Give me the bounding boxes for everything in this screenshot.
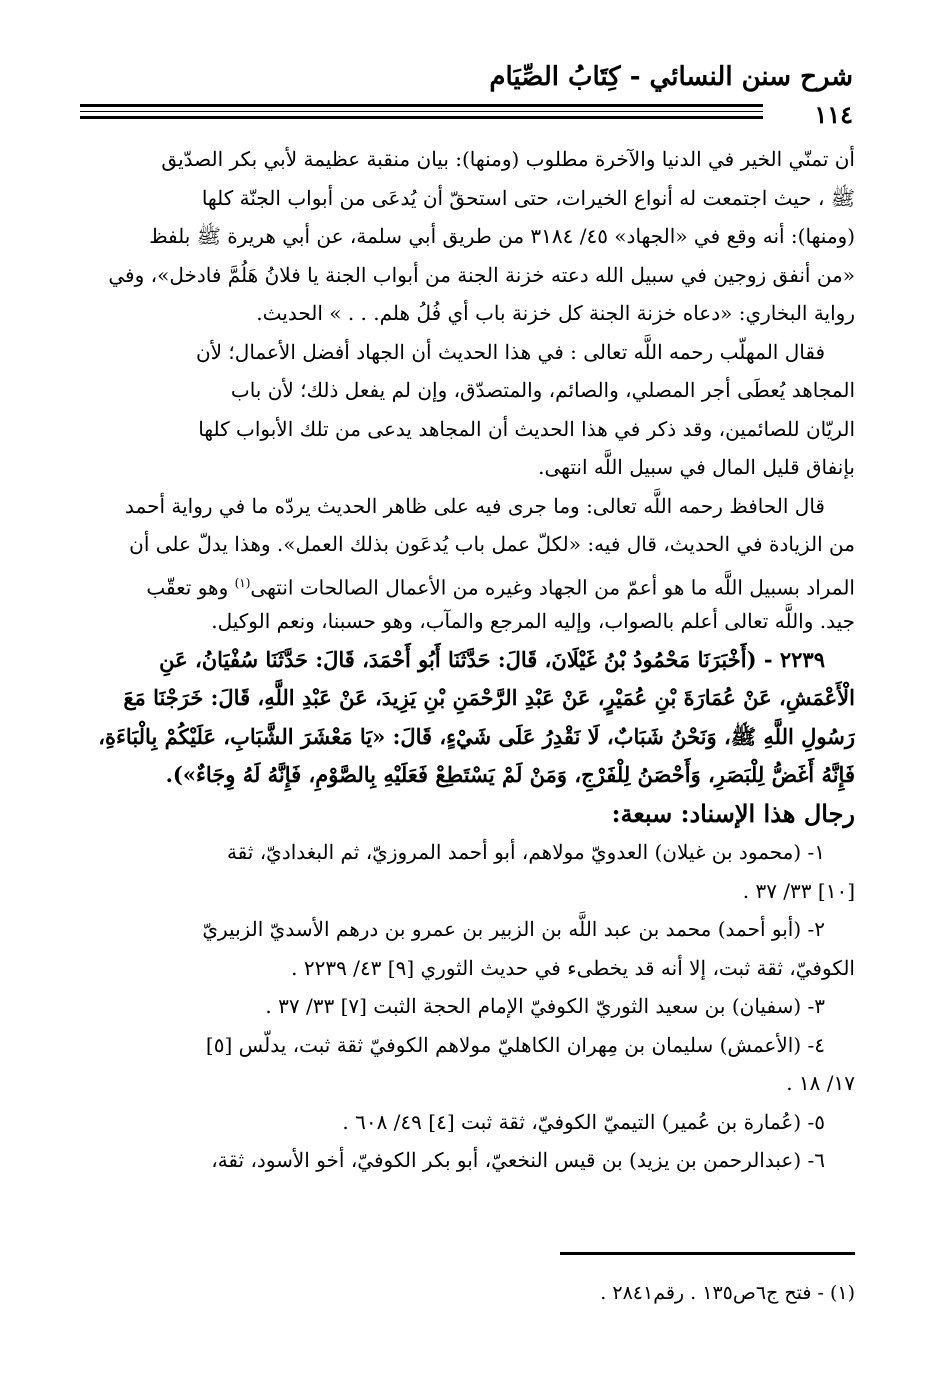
footnote-rule xyxy=(560,1252,855,1255)
text-line: (ومنها): أنه وقع في «الجهاد» ٤٥/ ٣١٨٤ من طريق أبي سلمة، عن أبي هريرة ﷺ بلفظ xyxy=(149,224,855,248)
header-rule xyxy=(80,116,763,119)
hadith-line: فَإِنَّهُ أَغَضُّ لِلْبَصَرِ، وَأَحْصَنُ لِلْفَرْجِ، وَمَنْ لَمْ يَسْتَطِعْ فَعَلَيْهِ بِالصَّوْمِ، فَإِنَّهُ لَهُ وِجَاءٌ»). xyxy=(165,762,855,787)
text-line-with-footnote xyxy=(75,564,855,603)
hadith-line: الْأَعْمَشِ، عَنْ عُمَارَةَ بْنِ عُمَيْرٍ، عَنْ عَبْدِ الرَّحْمَنِ بْنِ يَزِيدَ، عَنْ عَبْدِ اللَّهِ، قَالَ: خَرَجْنَا مَعَ xyxy=(123,685,855,710)
text-line: المجاهد يُعطَى أجر المصلي، والصائم، والمتصدّق، وإن لم يفعل ذلك؛ لأن باب xyxy=(230,378,855,402)
narrator-entry: ٢- (أبو أحمد) محمد بن عبد اللَّه بن الزبير بن عمرو بن درهم الأسديّ الزبيريّ xyxy=(202,917,825,941)
text-line-tail: وهو تعقّب xyxy=(146,575,229,600)
footnote: (١) - فتح ج٦ص١٣٥ . رقم٢٨٤١ . xyxy=(600,1282,855,1304)
header-rule xyxy=(80,104,763,107)
footnote-marker: (١) xyxy=(234,575,251,590)
text-line: «من أنفق زوجين في سبيل الله دعته خزنة الجنة من أبواب الجنة يا فلانُ هَلُمَّ فادخل»، وفي xyxy=(108,262,855,287)
narrator-entry: ٤- (الأعمش) سليمان بن مِهران الكاهليّ مولاهم الكوفيّ ثقة ثبت، يدلّس [٥] xyxy=(205,1032,825,1057)
section-heading: رجال هذا الإسناد: سبعة: xyxy=(611,798,855,828)
header-rule xyxy=(80,111,763,112)
text-line: الريّان للصائمين، وقد ذكر في هذا الحديث أن المجاهد يدعى من تلك الأبواب كلها xyxy=(198,416,855,441)
text-line: من الزيادة في الحديث، قال فيه: «لكلّ عمل باب يُدعَون بذلك العمل». وهذا يدلّ على أن xyxy=(129,532,855,556)
body-text xyxy=(75,140,855,1180)
text-line-main: المراد بسبيل اللَّه ما هو أعمّ من الجهاد وغيره من الأعمال الصالحات انتهى xyxy=(250,575,855,600)
narrator-entry: ١٧/ ١٨ . xyxy=(786,1071,855,1095)
narrator-entry: ٣- (سفيان) بن سعيد الثوريّ الكوفيّ الإمام الحجة الثبت [٧] ٣٣/ ٣٧ . xyxy=(265,994,825,1018)
text-line: أن تمنّي الخير في الدنيا والآخرة مطلوب (ومنها): بيان منقبة عظيمة لأبي بكر الصدّيق xyxy=(161,147,855,171)
text-line: بإنفاق قليل المال في سبيل اللَّه انتهى. xyxy=(538,455,855,479)
running-title: شرح سنن النسائي - كِتَابُ الصِّيَام xyxy=(489,62,853,92)
narrator-entry: ٥- (عُمارة بن عُمير) التيميّ الكوفيّ، ثقة ثبت [٤] ٤٩/ ٦٠٨ . xyxy=(342,1109,825,1134)
text-line: قال الحافظ رحمه اللَّه تعالى: وما جرى فيه على ظاهر الحديث يردّه ما في رواية أحمد xyxy=(125,493,825,518)
text-line: ﷺ ، حيث اجتمعت له أنواع الخيرات، حتى استحقّ أن يُدعَى من أبواب الجنّة كلها xyxy=(201,185,855,210)
narrator-entry: ١- (محمود بن غيلان) العدويّ مولاهم، أبو أحمد المروزيّ، ثم البغداديّ، ثقة xyxy=(226,840,825,864)
narrator-entry: الكوفيّ، ثقة ثبت، إلا أنه قد يخطىء في حديث الثوري [٩] ٤٣/ ٢٢٣٩ . xyxy=(291,955,855,980)
narrator-entry: [١٠] ٣٣/ ٣٧ . xyxy=(742,878,855,903)
text-line: جيد. واللَّه تعالى أعلم بالصواب، وإليه المرجع والمآب، وهو حسبنا، ونعم الوكيل. xyxy=(211,609,855,633)
page-number: ١١٤ xyxy=(814,100,853,129)
text-line: فقال المهلّب رحمه اللَّه تعالى : في هذا الحديث أن الجهاد أفضل الأعمال؛ لأن xyxy=(195,339,825,364)
text-line: رواية البخاري: «دعاه خزنة الجنة كل خزنة باب أي فُلُ هلم. . . » الحديث. xyxy=(256,301,855,325)
hadith-line: رَسُولِ اللَّهِ ﷺ، وَنَحْنُ شَبَابٌ، لَا نَقْدِرُ عَلَى شَيْءٍ، قَالَ: «يَا مَعْشَرَ الشَّبَابِ، عَلَيْكُمْ بِالْبَاءَةِ، xyxy=(98,723,855,749)
narrator-entry: ٦- (عبدالرحمن بن يزيد) بن قيس النخعيّ، أبو بكر الكوفيّ، أخو الأسود، ثقة، xyxy=(211,1148,825,1172)
hadith-line: ٢٢٣٩ - (أَخْبَرَنَا مَحْمُودُ بْنُ غَيْلَانَ، قَالَ: حَدَّثَنَا أَبُو أَحْمَدَ، قَالَ: حَدَّثَنَا سُفْيَانُ، عَنِ xyxy=(159,646,825,672)
